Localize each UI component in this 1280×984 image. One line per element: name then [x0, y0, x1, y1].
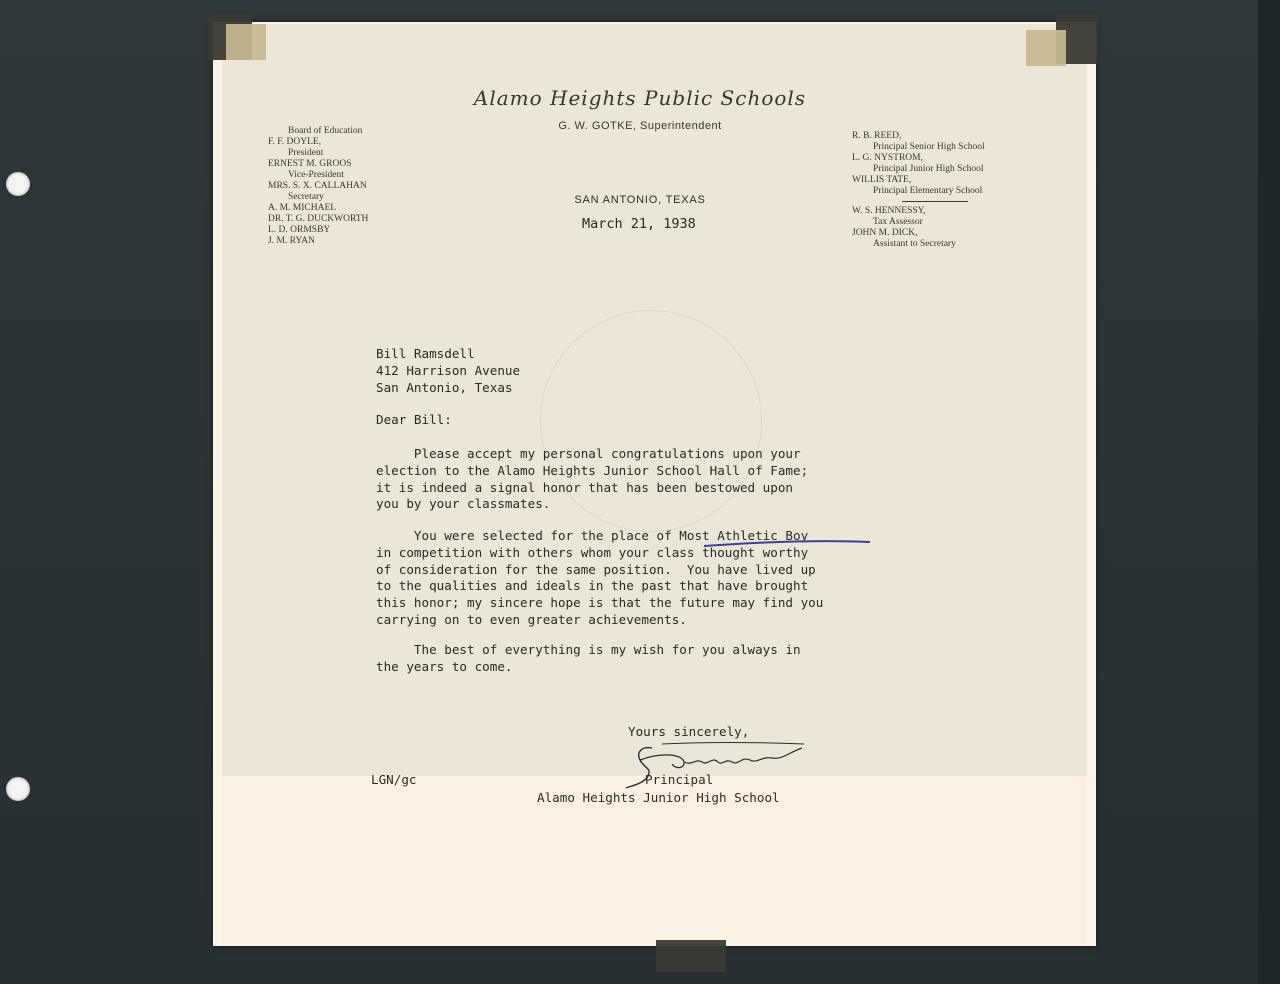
superintendent-line: G. W. GOTKE, Superintendent — [558, 120, 722, 132]
paragraph-congratulations — [376, 446, 808, 513]
paragraph-line: you by your classmates. — [376, 496, 551, 512]
school-officers-list — [852, 131, 985, 250]
paragraph-line: carrying on to even greater achievements. — [376, 611, 687, 627]
board-member-line: DR. T. G. DUCKWORTH — [268, 214, 369, 224]
recipient-address — [376, 345, 520, 396]
tape-top-right-paper — [1026, 30, 1066, 66]
officer-line: Principal Elementary School — [873, 186, 983, 196]
officer-line: WILLIS TATE, — [852, 175, 912, 185]
letterhead-city: SAN ANTONIO, TEXAS — [574, 194, 706, 206]
signer-title: Principal — [645, 772, 714, 787]
paragraph-selection — [376, 528, 823, 629]
officer-line: W. S. HENNESSY, — [852, 206, 926, 216]
officer-line: R. B. REED, — [852, 131, 902, 141]
paragraph-line: in competition with others whom your class thought worthy — [376, 544, 809, 560]
officer-line: L. G. NYSTROM, — [852, 153, 923, 163]
paragraph-line: it is indeed a signal honor that has been bestowed upon — [376, 479, 794, 495]
closing: Yours sincerely, — [628, 724, 750, 739]
board-member-line: J. M. RYAN — [268, 236, 315, 246]
officer-line: Principal Junior High School — [873, 164, 984, 174]
officer-line: JOHN M. DICK, — [852, 228, 918, 238]
letter-date: March 21, 1938 — [582, 216, 696, 232]
paragraph-line: the years to come. — [376, 658, 513, 674]
officer-line: Principal Senior High School — [873, 142, 985, 152]
board-member-line: L. D. ORMSBY — [268, 225, 331, 235]
address-line: 412 Harrison Avenue — [376, 363, 521, 378]
board-member-line: A. M. MICHAEL — [268, 203, 337, 213]
paragraph-line: election to the Alamo Heights Junior School Hall of Fame; — [376, 462, 809, 478]
board-of-education-list — [268, 126, 368, 247]
paragraph-best-wishes — [376, 642, 801, 676]
tape-bottom — [656, 940, 726, 972]
paragraph-line: Please accept my personal congratulations upon your — [376, 446, 801, 461]
paragraph-line: The best of everything is my wish for you always in — [376, 642, 801, 657]
punch-hole-bottom — [6, 777, 30, 801]
tape-top-left-paper — [226, 24, 266, 60]
officer-line: Tax Assessor — [873, 217, 923, 227]
letterhead-title: Alamo Heights Public Schools — [473, 86, 807, 110]
signer-school: Alamo Heights Junior High School — [537, 790, 780, 805]
board-member-line: F. F. DOYLE, — [268, 137, 322, 147]
paragraph-line: this honor; my sincere hope is that the future may find you — [376, 595, 824, 611]
paragraph-line: of consideration for the same position. You have lived up — [376, 561, 816, 577]
board-member-line: Board of Education — [288, 126, 363, 136]
salutation: Dear Bill: — [376, 412, 452, 427]
board-member-line: ERNEST M. GROOS — [268, 159, 352, 169]
paragraph-line: You were selected for the place of Most Athletic Boy — [376, 528, 809, 543]
address-line: Bill Ramsdell — [376, 346, 475, 361]
board-member-line: MRS. S. X. CALLAHAN — [268, 181, 367, 191]
board-member-line: Secretary — [288, 192, 324, 202]
board-member-line: President — [288, 148, 324, 158]
officer-line: Assistant to Secretary — [873, 239, 956, 249]
paragraph-line: to the qualities and ideals in the past that have brought — [376, 578, 809, 594]
handwritten-signature — [622, 738, 807, 794]
album-page-edge — [1258, 0, 1280, 984]
typist-initials: LGN/gc — [371, 772, 417, 787]
address-line: San Antonio, Texas — [376, 380, 513, 395]
punch-hole-top — [6, 172, 30, 196]
board-member-line: Vice-President — [288, 170, 344, 180]
